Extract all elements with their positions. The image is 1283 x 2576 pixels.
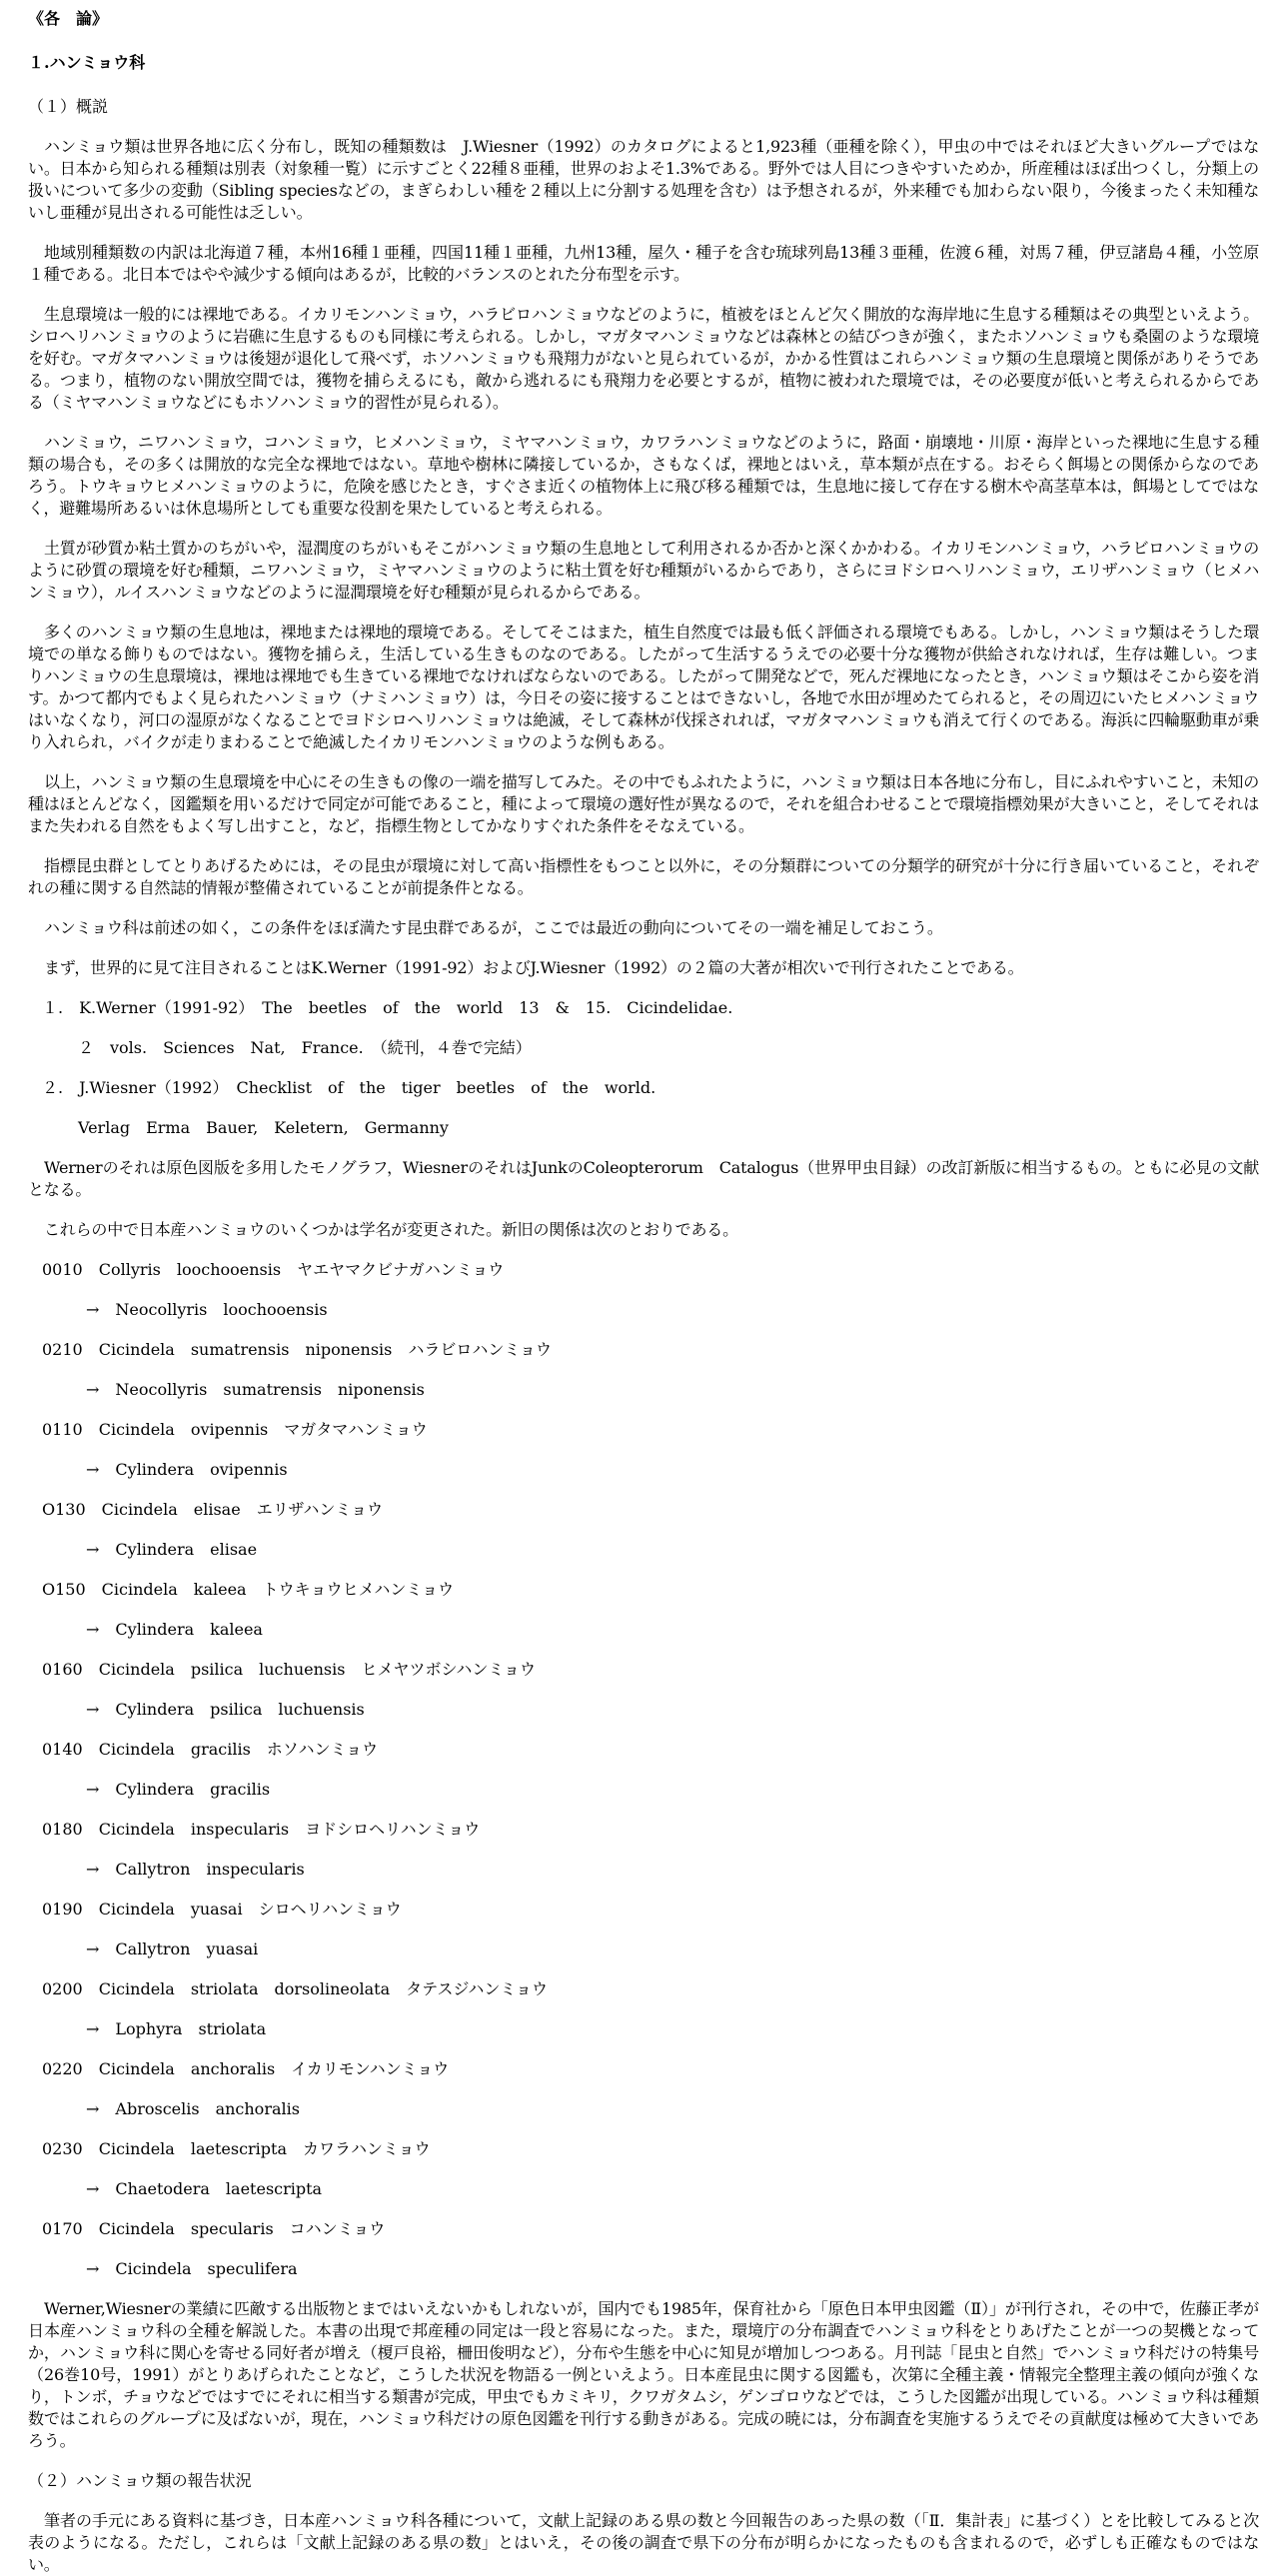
old-name-entry: 0110 Cicindela ovipennis マガタマハンミョウ (42, 1420, 428, 1439)
new-name-text: Cylindera ovipennis (115, 1460, 288, 1479)
new-name-text: Chaetodera laetescripta (115, 2179, 323, 2198)
arrow-right-icon: → (86, 1460, 100, 1479)
new-name-text: Callytron inspecularis (115, 1860, 305, 1879)
new-name-text: Neocollyris loochooensis (115, 1300, 328, 1319)
new-name-entry (28, 1619, 1259, 1641)
new-name-text: Abroscelis anchoralis (115, 2099, 300, 2118)
new-name-entry (28, 1539, 1259, 1561)
new-name-text: Neocollyris sumatrensis niponensis (115, 1380, 425, 1399)
reference-line: １. K.Werner（1991-92） The beetles of the world 13 & 15. Cicindelidae. (42, 998, 733, 1017)
reference-list (28, 997, 1259, 1139)
new-name-text: Lophyra striolata (115, 2019, 267, 2038)
new-name-entry (28, 2018, 1259, 2040)
arrow-right-icon: → (86, 1700, 100, 1719)
reference-line: ２. J.Wiesner（1992） Checklist of the tiger beetles of the world. (42, 1078, 656, 1097)
paragraph: 地域別種類数の内訳は北海道７種，本州16種１亜種，四国11種１亜種，九州13種，屋久・種子を含む琉球列島13種３亜種，佐渡６種，対馬７種，伊豆諸島４種，小笠原１種である。北日本ではやや減少する傾向はあるが，比較的バランスのとれた分布型を示す。 (28, 243, 1259, 284)
overview-paragraphs (28, 136, 1259, 979)
old-name-entry: 0200 Cicindela striolata dorsolineolata タテスジハンミョウ (42, 1979, 549, 1998)
paragraph: 以上，ハンミョウ類の生息環境を中心にその生きもの像の一端を描写してみた。その中でもふれたように，ハンミョウ類は日本各地に分布し，目にふれやすいこと，未知の種はほとんどなく，図鑑類を用いるだけで同定が可能であること，種によって環境の選好性が異なるので，それを組合わせることで環境指標効果が大きいこと，そしてそれはまた失われる自然をもよく写し出すこと，など，指標生物としてかなりすぐれた条件をそなえている。 (28, 772, 1259, 835)
section-title: １.ハンミョウ科 (28, 53, 146, 72)
old-name-entry: O150 Cicindela kaleea トウキョウヒメハンミョウ (42, 1580, 455, 1599)
arrow-right-icon: → (86, 1860, 100, 1879)
arrow-right-icon: → (86, 2099, 100, 2118)
paragraph: 筆者の手元にある資料に基づき，日本産ハンミョウ科各種について，文献上記録のある県の数と今回報告のあった県の数（「Ⅱ．集計表」に基づく）とを比較してみると次表のようになる。ただし，これらは「文献上記録のある県の数」とはいえ，その後の調査で県下の分布が明らかになったものも含まれるので，必ずしも正確なものではない。 (28, 2511, 1259, 2574)
arrow-right-icon: → (86, 1540, 100, 1559)
new-name-entry (28, 1459, 1259, 1481)
old-name-entry: 0230 Cicindela laetescripta カワラハンミョウ (42, 2139, 431, 2158)
new-name-text: Cicindela speculifera (115, 2259, 298, 2278)
old-name-entry: 0190 Cicindela yuasai シロヘリハンミョウ (42, 1900, 402, 1919)
new-name-text: Callytron yuasai (115, 1939, 259, 1958)
paragraph: まず，世界的に見て注目されることはK.Werner（1991-92）およびJ.Wiesner（1992）の２篇の大著が相次いで刊行されたことである。 (44, 958, 1024, 977)
paragraph: 土質が砂質か粘土質かのちがいや，湿潤度のちがいもそこがハンミョウ類の生息地として利用されるか否かと深くかかわる。イカリモンハンミョウ，ハラビロハンミョウのように砂質の環境を好む種類，ニワハンミョウ，ミヤマハンミョウのように粘土質を好む種類がいるからであり，さらにヨドシロヘリハンミョウ，エリザハンミョウ（ヒメハンミョウ），ルイスハンミョウなどのように湿潤環境を好む種類が見られるからである。 (28, 539, 1259, 602)
old-name-entry: 0140 Cicindela gracilis ホソハンミョウ (42, 1740, 379, 1759)
new-name-entry (28, 1779, 1259, 1801)
subsection-heading-overview: （１）概説 (28, 97, 109, 116)
chapter-heading: 《各 論》 (28, 9, 109, 28)
new-name-entry (28, 1938, 1259, 1960)
new-name-text: Cylindera psilica luchuensis (115, 1700, 365, 1719)
paragraph: 指標昆虫群としてとりあげるためには，その昆虫が環境に対して高い指標性をもつこと以外に，その分類群についての分類学的研究が十分に行き届いていること，それぞれの種に関する自然誌的情報が整備されていることが前提条件となる。 (28, 856, 1259, 897)
old-name-entry: 0010 Collyris loochooensis ヤエヤマクビナガハンミョウ (42, 1260, 505, 1279)
arrow-right-icon: → (86, 2259, 100, 2278)
paragraph: これらの中で日本産ハンミョウのいくつかは学名が変更された。新旧の関係は次のとおりである。 (44, 1220, 738, 1239)
old-name-entry: 0180 Cicindela inspecularis ヨドシロヘリハンミョウ (42, 1820, 481, 1839)
arrow-right-icon: → (86, 1380, 100, 1399)
old-name-entry: 0220 Cicindela anchoralis イカリモンハンミョウ (42, 2059, 450, 2078)
paragraph: ハンミョウ，ニワハンミョウ，コハンミョウ，ヒメハンミョウ，ミヤマハンミョウ，カワラハンミョウなどのように，路面・崩壊地・川原・海岸といった裸地に生息する種類の場合も，その多くは開放的な完全な裸地ではない。草地や樹林に隣接しているか，さもなくば，裸地とはいえ，草本類が点在する。おそらく餌場との関係からなのであろう。トウキョウヒメハンミョウのように，危険を感じたとき，すぐさま近くの植物体上に飛び移る種類では，生息地に接して存在する樹木や高茎草本は，餌場としてではなく，避難場所あるいは休息場所としても重要な役割を果たしていると考えられる。 (28, 433, 1259, 518)
arrow-right-icon: → (86, 2019, 100, 2038)
old-name-entry: 0210 Cicindela sumatrensis niponensis ハラビロハンミョウ (42, 1340, 553, 1359)
reference-line: Verlag Erma Bauer, Keletern, Germanny (78, 1118, 449, 1137)
reference-line: ２ vols. Sciences Nat, France. （続刊，４巻で完結） (78, 1038, 532, 1057)
old-name-entry: 0160 Cicindela psilica luchuensis ヒメヤツボシハンミョウ (42, 1660, 536, 1679)
new-name-text: Cylindera kaleea (115, 1620, 263, 1639)
old-name-entry: 0170 Cicindela specularis コハンミョウ (42, 2219, 386, 2238)
arrow-right-icon: → (86, 1620, 100, 1639)
subsection-heading-reports: （２）ハンミョウ類の報告状況 (28, 2471, 252, 2490)
new-name-entry (28, 1699, 1259, 1721)
paragraph: ハンミョウ科は前述の如く，この条件をほぼ満たす昆虫群であるが，ここでは最近の動向についてその一端を補足しておこう。 (44, 918, 943, 937)
paragraph: Werner,Wiesnerの業績に匹敵する出版物とまではいえないかもしれないが，国内でも1985年，保育社から「原色日本甲虫図鑑（Ⅱ）」が刊行され，その中で，佐藤正孝が日本産ハンミョウ科の全種を解説した。本書の出現で邦産種の同定は一段と容易になった。また，環境庁の分布調査でハンミョウ科をとりあげたことが一つの契機となってか，ハンミョウ科に関心を寄せる同好者が増え（榎戸良裕，柵田俊明など），分布や生態を中心に知見が増加しつつある。月刊誌「昆虫と自然」でハンミョウ科だけの特集号（26巻10号，1991）がとりあげられたことなど，こうした状況を物語る一例といえよう。日本産昆虫に関する図鑑も，次第に全種主義・情報完全整理主義の傾向が強くなり，トンボ，チョウなどではすでにそれに相当する類書が完成，甲虫でもカミキリ，クワガタムシ，ゲンゴロウなどでは，こうした図鑑が出現している。ハンミョウ科は種類数ではこれらのグループに及ばないが，現在，ハンミョウ科だけの原色図鑑を刊行する動きがある。完成の暁には，分布調査を実施するうえでその貢献度は極めて大きいであろう。 (28, 2299, 1259, 2450)
new-name-entry (28, 1379, 1259, 1401)
paragraph: 生息環境は一般的には裸地である。イカリモンハンミョウ，ハラビロハンミョウなどのように，植被をほとんど欠く開放的な海岸地に生息する種類はその典型といえよう。シロヘリハンミョウのように岩礁に生息するものも同様に考えられる。しかし，マガタマハンミョウなどは森林との結びつきが強く，またホソハンミョウも桑園のような環境を好む。マガタマハンミョウは後翅が退化して飛べず，ホソハンミョウも飛翔力がないと見られているが，かかる性質はこれらハンミョウ類の生息環境と関係がありそうである。つまり，植物のない開放空間では，獲物を捕らえるにも，敵から逃れるにも飛翔力を必要とするが，植物に被われた環境では，その必要度が低いと考えられるからである（ミヤマハンミョウなどにもホソハンミョウ的習性が見られる）。 (28, 305, 1259, 412)
arrow-right-icon: → (86, 1939, 100, 1958)
new-name-entry (28, 1859, 1259, 1881)
new-name-entry (28, 2258, 1259, 2280)
new-name-entry (28, 2098, 1259, 2120)
new-name-text: Cylindera gracilis (115, 1780, 271, 1799)
arrow-right-icon: → (86, 1780, 100, 1799)
name-change-list (28, 1259, 1259, 2280)
new-name-text: Cylindera elisae (115, 1540, 258, 1559)
old-name-entry: O130 Cicindela elisae エリザハンミョウ (42, 1500, 384, 1519)
paragraph: 多くのハンミョウ類の生息地は，裸地または裸地的環境である。そしてそこはまた，植生自然度では最も低く評価される環境でもある。しかし，ハンミョウ類はそうした環境での単なる飾りものではない。獲物を捕らえ，生活している生きものなのである。したがって生活するうえでの必要十分な獲物が供給されなければ，生存は難しい。つまりハンミョウの生息環境は，裸地は裸地でも生きている裸地でなければならないのである。したがって開発などで，死んだ裸地になったとき，ハンミョウ類はそこから姿を消す。かつて都内でもよく見られたハンミョウ（ナミハンミョウ）は，今日その姿に接することはできないし，各地で水田が埋めたてられると，その周辺にいたヒメハンミョウはいなくなり，河口の湿原がなくなることでヨドシロヘリハンミョウは絶滅，そして森林が伐採されれば，マガタマハンミョウも消えて行くのである。海浜に四輪駆動車が乗り入れられ，バイクが走りまわることで絶滅したイカリモンハンミョウのような例もある。 (28, 623, 1259, 751)
arrow-right-icon: → (86, 2179, 100, 2198)
arrow-right-icon: → (86, 1300, 100, 1319)
new-name-entry (28, 1299, 1259, 1321)
new-name-entry (28, 2178, 1259, 2200)
paragraph: Wernerのそれは原色図版を多用したモノグラフ，WiesnerのそれはJunkのColeopterorum Catalogus（世界甲虫目録）の改訂新版に相当するもの。ともに必見の文献となる。 (28, 1158, 1259, 1199)
paragraph: ハンミョウ類は世界各地に広く分布し，既知の種類数は J.Wiesner（1992）のカタログによると1,923種（亜種を除く），甲虫の中ではそれほど大きいグループではない。日本から知られる種類は別表（対象種一覧）に示すごとく22種８亜種，世界のおよそ1.3%である。野外では人目につきやすいためか，所産種はほぼ出つくし，分類上の扱いについて多少の変動（Sibling speciesなどの，まぎらわしい種を２種以上に分割する処理を含む）は予想されるが，外来種でも加わらない限り，今後まったく未知種ないし亜種が見出される可能性は乏しい。 (28, 137, 1259, 222)
